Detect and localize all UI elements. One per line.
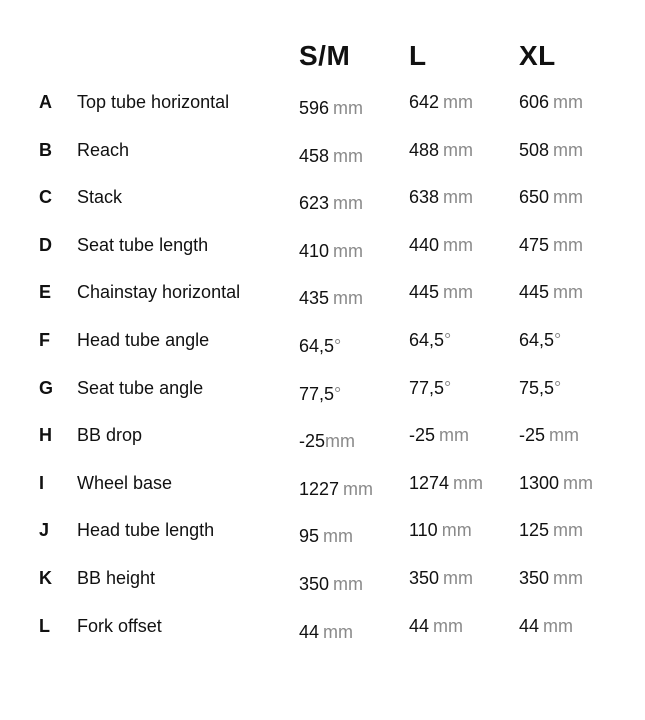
- value-cell: [519, 235, 583, 256]
- value-unit: mm: [333, 145, 364, 166]
- value-unit: mm: [443, 234, 474, 255]
- row-letter: A: [39, 92, 52, 112]
- value-number: 350: [409, 568, 440, 588]
- row-label: Head tube length: [77, 520, 215, 541]
- value-cell: [409, 92, 473, 113]
- row-label: Head tube angle: [77, 330, 210, 350]
- value-cell: [299, 479, 373, 500]
- row-label: Reach: [77, 139, 130, 160]
- value-unit: mm: [433, 615, 464, 636]
- row-letter: C: [39, 187, 52, 208]
- value-unit: mm: [553, 187, 584, 208]
- value-cell: [519, 330, 561, 351]
- value-cell: [409, 330, 451, 351]
- row-letter: J: [39, 520, 50, 541]
- value-number: 1274: [409, 472, 450, 493]
- table-row: [0, 425, 645, 472]
- value-cell: [409, 520, 472, 541]
- value-number: 410: [299, 240, 330, 261]
- table-row: [0, 473, 645, 520]
- value-cell: [409, 425, 469, 446]
- value-number: 125: [519, 520, 550, 541]
- row-letter: L: [39, 615, 50, 636]
- table-row: [0, 520, 645, 567]
- value-cell: [299, 336, 341, 357]
- value-unit: mm: [443, 187, 474, 208]
- table-row: [0, 282, 645, 329]
- value-unit: mm: [563, 472, 594, 493]
- value-cell: [409, 568, 473, 589]
- value-cell: [299, 526, 353, 547]
- value-unit: mm: [439, 425, 470, 446]
- value-number: 638: [409, 187, 440, 208]
- value-unit: mm: [333, 193, 364, 214]
- column-header-l: L: [409, 40, 427, 71]
- value-cell: [409, 140, 473, 161]
- row-label: Top tube horizontal: [77, 92, 230, 112]
- row-label: Fork offset: [77, 615, 162, 636]
- value-number: 75,5: [519, 377, 555, 398]
- row-letter: G: [39, 377, 54, 398]
- value-number: 64,5: [519, 330, 555, 350]
- value-unit: mm: [443, 282, 474, 303]
- row-letter: D: [39, 234, 52, 255]
- value-unit: mm: [553, 520, 584, 541]
- value-number: 95: [299, 526, 320, 547]
- row-label: Stack: [77, 187, 123, 208]
- table-row: [0, 378, 645, 425]
- value-unit: mm: [553, 234, 584, 255]
- value-unit: mm: [443, 568, 474, 588]
- value-unit: mm: [323, 526, 354, 547]
- value-number: 350: [519, 568, 550, 588]
- value-number: -25: [519, 425, 546, 446]
- value-cell: [409, 378, 451, 399]
- value-number: 642: [409, 92, 440, 112]
- value-unit: mm: [333, 240, 364, 261]
- value-number: 435: [299, 288, 330, 309]
- table-row: [0, 568, 645, 615]
- value-number: 64,5: [299, 336, 335, 356]
- value-cell: [519, 140, 583, 161]
- value-cell: [299, 146, 363, 167]
- value-cell: [519, 616, 573, 637]
- table-row: [0, 140, 645, 187]
- row-letter: E: [39, 282, 52, 303]
- value-cell: [409, 282, 473, 303]
- value-number: 1227: [299, 478, 340, 499]
- value-cell: [409, 187, 473, 208]
- value-cell: [299, 384, 341, 405]
- value-cell: [519, 473, 593, 494]
- value-unit: mm: [553, 282, 584, 303]
- value-number: 1300: [519, 472, 560, 493]
- column-header-xl: XL: [519, 40, 556, 71]
- value-unit: mm: [543, 615, 574, 636]
- value-number: 475: [519, 234, 550, 255]
- value-unit: mm: [333, 574, 364, 594]
- value-cell: [519, 92, 583, 113]
- value-cell: [409, 235, 473, 256]
- value-number: 445: [409, 282, 440, 303]
- value-number: 44: [299, 621, 320, 642]
- value-number: 350: [299, 574, 330, 594]
- value-number: 77,5: [409, 377, 445, 398]
- value-unit: mm: [553, 568, 584, 588]
- value-unit: mm: [443, 139, 474, 160]
- value-unit: mm: [333, 288, 364, 309]
- value-cell: [299, 574, 363, 595]
- row-letter: I: [39, 472, 45, 493]
- value-unit: °: [334, 383, 342, 404]
- value-number: 623: [299, 193, 330, 214]
- value-number: 488: [409, 139, 440, 160]
- row-label: Wheel base: [77, 472, 173, 493]
- value-cell: [299, 622, 353, 643]
- value-number: 64,5: [409, 330, 445, 350]
- value-number: 44: [409, 615, 430, 636]
- value-unit: mm: [333, 98, 364, 118]
- value-number: 650: [519, 187, 550, 208]
- table-row: [0, 235, 645, 282]
- value-unit: mm: [325, 431, 356, 452]
- value-unit: mm: [323, 621, 354, 642]
- value-number: 440: [409, 234, 440, 255]
- value-number: 110: [409, 520, 438, 541]
- value-cell: [299, 98, 363, 119]
- value-cell: [519, 378, 561, 399]
- value-number: 508: [519, 139, 550, 160]
- value-unit: mm: [453, 472, 484, 493]
- value-number: 458: [299, 145, 330, 166]
- value-number: 77,5: [299, 383, 335, 404]
- table-row: [0, 330, 645, 377]
- value-cell: [519, 282, 583, 303]
- value-unit: mm: [343, 478, 374, 499]
- row-letter: F: [39, 330, 50, 350]
- table-row: [0, 92, 645, 139]
- value-number: 596: [299, 98, 330, 118]
- value-number: 44: [519, 615, 540, 636]
- value-number: -25: [299, 431, 326, 452]
- value-cell: [299, 431, 355, 452]
- value-unit: mm: [549, 425, 580, 446]
- table-row: [0, 616, 645, 663]
- value-unit: °: [554, 330, 562, 350]
- column-header-sm: S/M: [299, 40, 351, 71]
- value-cell: [299, 241, 363, 262]
- value-cell: [409, 473, 483, 494]
- row-label: Chainstay horizontal: [77, 282, 241, 303]
- value-cell: [519, 187, 583, 208]
- value-unit: mm: [553, 92, 584, 112]
- value-unit: °: [334, 336, 342, 356]
- value-cell: [519, 425, 579, 446]
- value-cell: [519, 520, 583, 541]
- value-unit: °: [554, 377, 562, 398]
- row-letter: K: [39, 568, 52, 588]
- row-label: BB drop: [77, 425, 143, 446]
- table-row: [0, 187, 645, 234]
- value-cell: [519, 568, 583, 589]
- row-letter: B: [39, 139, 52, 160]
- value-unit: mm: [443, 92, 474, 112]
- value-number: -25: [409, 425, 436, 446]
- value-unit: mm: [553, 139, 584, 160]
- value-unit: mm: [441, 520, 472, 541]
- value-cell: [409, 616, 463, 637]
- row-label: BB height: [77, 568, 156, 588]
- row-letter: H: [39, 425, 52, 446]
- value-unit: °: [444, 377, 452, 398]
- value-unit: °: [444, 330, 452, 350]
- value-number: 445: [519, 282, 550, 303]
- value-cell: [299, 288, 363, 309]
- row-label: Seat tube length: [77, 234, 209, 255]
- row-label: Seat tube angle: [77, 377, 204, 398]
- value-cell: [299, 193, 363, 214]
- value-number: 606: [519, 92, 550, 112]
